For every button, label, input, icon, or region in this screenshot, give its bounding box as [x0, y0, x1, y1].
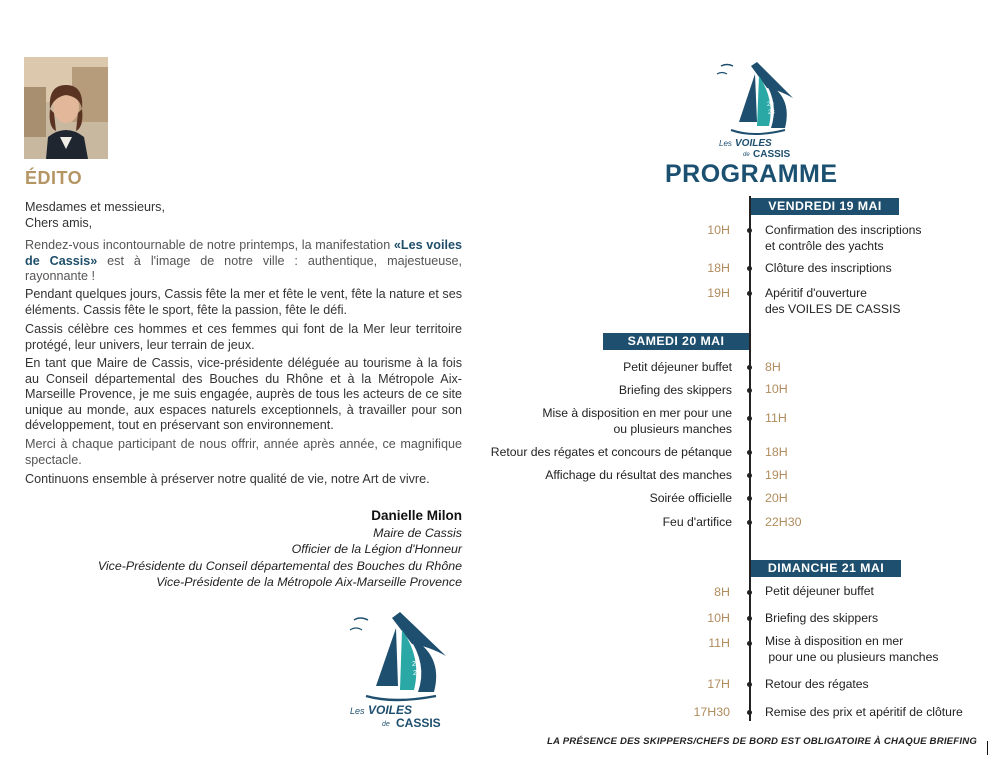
- timeline-dot: [747, 590, 752, 595]
- event-name-highlight: «Les voiles de Cassis»: [25, 238, 462, 268]
- svg-text:Les: Les: [350, 706, 365, 716]
- timeline-dot: [747, 616, 752, 621]
- event-time: 18H: [707, 261, 730, 275]
- timeline-dot: [747, 496, 752, 501]
- svg-text:de: de: [743, 152, 750, 158]
- event-time: 19H: [707, 286, 730, 300]
- timeline-dot: [747, 710, 752, 715]
- event-time: 20H: [765, 491, 788, 505]
- event-text: Retour des régates et concours de pétanque: [490, 445, 732, 459]
- day-banner-sunday: DIMANCHE 21 MAI: [751, 560, 901, 577]
- event-text: Remise des prix et apéritif de clôture: [765, 705, 963, 719]
- svg-text:23: 23: [768, 110, 775, 116]
- event-time: 22H30: [765, 515, 802, 529]
- svg-text:20: 20: [412, 661, 420, 668]
- svg-text:23: 23: [413, 670, 421, 677]
- signature-role: Vice-Présidente de la Métropole Aix-Marseille Provence: [156, 575, 462, 589]
- timeline-dot: [747, 641, 752, 646]
- timeline-dot: [747, 365, 752, 370]
- mayor-photo: [24, 57, 108, 159]
- text-cursor: [987, 741, 988, 755]
- svg-text:CASSIS: CASSIS: [396, 716, 441, 730]
- signature-role: Vice-Présidente du Conseil départemental des Bouches du Rhône: [97, 558, 462, 573]
- svg-text:CASSIS: CASSIS: [753, 149, 791, 160]
- voiles-de-cassis-logo: [713, 60, 803, 160]
- svg-text:de: de: [382, 721, 390, 728]
- signature-role: Maire de Cassis: [373, 525, 462, 540]
- timeline-dot: [747, 291, 752, 296]
- signature-name: Danielle Milon: [371, 508, 462, 523]
- event-text: Mise à disposition en mer pour une ou plusieurs manches: [765, 634, 939, 664]
- event-text: Confirmation des inscriptions et contrôle des yachts: [765, 223, 922, 253]
- programme-title: PROGRAMME: [665, 160, 838, 188]
- timeline-dot: [747, 388, 752, 393]
- event-text: Soirée officielle: [649, 491, 732, 505]
- paragraph-4: En tant que Maire de Cassis, vice-présidente déléguée au tourisme à la fois au Conseil départemental des Bouches du Rhône et à la Métropole Aix-Marseille Provence, je me suis engagée, auprès de tous les acteurs de ce site unique au monde, aux espaces naturels exceptionnels, à travailler pour son développement, tout en préservant son environnement.: [25, 356, 462, 433]
- paragraph-6: Continuons ensemble à préserver notre qualité de vie, notre Art de vivre.: [25, 472, 430, 486]
- event-time: 8H: [765, 360, 781, 374]
- svg-text:Les: Les: [719, 139, 732, 148]
- event-text: Briefing des skippers: [765, 611, 879, 625]
- paragraph-5: Merci à chaque participant de nous offrir, année après année, ce magnifique spectacle.: [25, 437, 462, 467]
- signature-role: Officier de la Légion d'Honneur: [291, 542, 462, 556]
- event-text: Affichage du résultat des manches: [545, 468, 732, 482]
- event-time: 10H: [765, 382, 788, 396]
- briefing-footnote: LA PRÉSENCE DES SKIPPERS/CHEFS DE BORD EST OBLIGATOIRE À CHAQUE BRIEFING: [547, 736, 977, 747]
- timeline-dot: [747, 520, 752, 525]
- timeline-dot: [747, 450, 752, 455]
- svg-text:VOILES: VOILES: [735, 138, 772, 149]
- greeting-line-2: Chers amis,: [25, 216, 93, 230]
- event-time: 17H30: [693, 705, 730, 719]
- event-time: 10H: [707, 611, 730, 625]
- event-time: 18H: [765, 445, 788, 459]
- event-text: Petit déjeuner buffet: [623, 360, 732, 374]
- day-banner-saturday: SAMEDI 20 MAI: [603, 333, 749, 350]
- paragraph-2: Pendant quelques jours, Cassis fête la mer et fête le vent, fête la nature et ses éléments. Cassis fête le sport, fête la passion, fête le défi.: [25, 287, 462, 317]
- event-time: 10H: [707, 223, 730, 237]
- event-text: Briefing des skippers: [618, 383, 732, 397]
- paragraph-1: Rendez-vous incontournable de notre printemps, la manifestation «Les voiles de Cassis» est à l'image de notre ville : authentique, majestueuse, rayonnante !: [25, 238, 463, 284]
- event-text: Feu d'artifice: [662, 515, 732, 529]
- day-banner-friday: VENDREDI 19 MAI: [751, 198, 899, 215]
- timeline-dot: [747, 473, 752, 478]
- signature-block: [98, 508, 462, 591]
- event-time: 11H: [708, 636, 730, 650]
- event-text: Petit déjeuner buffet: [765, 584, 874, 598]
- greeting-line-1: Mesdames et messieurs,: [25, 200, 165, 214]
- event-text: Mise à disposition en mer pour une ou plusieurs manches: [542, 406, 732, 436]
- paragraph-3: Cassis célèbre ces hommes et ces femmes qui font de la Mer leur territoire protégé, leur univers, leur terrain de jeux.: [25, 322, 462, 352]
- event-text: Retour des régates: [765, 677, 869, 691]
- event-time: 17H: [707, 677, 730, 691]
- edito-title: ÉDITO: [25, 168, 83, 188]
- event-text: Apéritif d'ouverture des VOILES DE CASSIS: [765, 286, 901, 316]
- timeline-dot: [747, 228, 752, 233]
- event-time: 8H: [714, 585, 730, 599]
- svg-text:VOILES: VOILES: [368, 703, 413, 717]
- voiles-de-cassis-logo: [346, 610, 456, 730]
- timeline-dot: [747, 416, 752, 421]
- event-time: 19H: [765, 468, 788, 482]
- event-text: Clôture des inscriptions: [765, 261, 892, 275]
- event-time: 11H: [765, 411, 787, 425]
- svg-text:20: 20: [767, 102, 774, 108]
- timeline-dot: [747, 266, 752, 271]
- timeline-dot: [747, 682, 752, 687]
